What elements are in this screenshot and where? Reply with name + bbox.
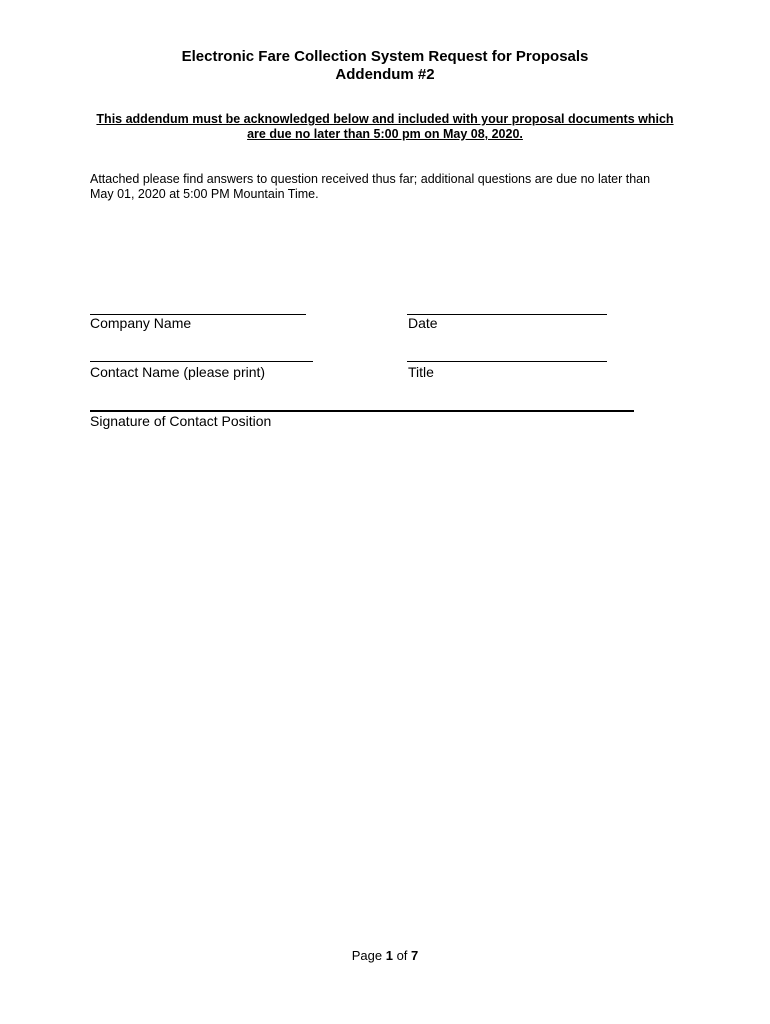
contact-name-label: Contact Name (please print) (90, 364, 266, 380)
body-paragraph-line-1: Attached please find answers to question received thus far; additional questions are due no later than (90, 172, 651, 186)
title-label: Title (408, 364, 434, 380)
acknowledgement-notice-line-2: are due no later than 5:00 pm on May 08, 2020. (247, 127, 523, 141)
contact-name-line[interactable] (90, 361, 313, 362)
page-of: of (396, 948, 408, 963)
page-prefix: Page (351, 948, 383, 963)
signature-label: Signature of Contact Position (90, 413, 272, 429)
page-number (0, 948, 770, 964)
page-current: 1 (385, 948, 393, 963)
title-line[interactable] (407, 361, 607, 362)
acknowledgement-notice-line-1: This addendum must be acknowledged below and included with your proposal documents which (96, 112, 674, 126)
document-title: Electronic Fare Collection System Request for Proposals (181, 48, 589, 65)
company-name-label: Company Name (90, 315, 192, 331)
date-label: Date (408, 315, 438, 331)
body-paragraph-line-2: May 01, 2020 at 5:00 PM Mountain Time. (90, 187, 319, 201)
document-subtitle: Addendum #2 (335, 66, 435, 83)
page-total: 7 (411, 948, 419, 963)
signature-line[interactable] (90, 410, 634, 412)
